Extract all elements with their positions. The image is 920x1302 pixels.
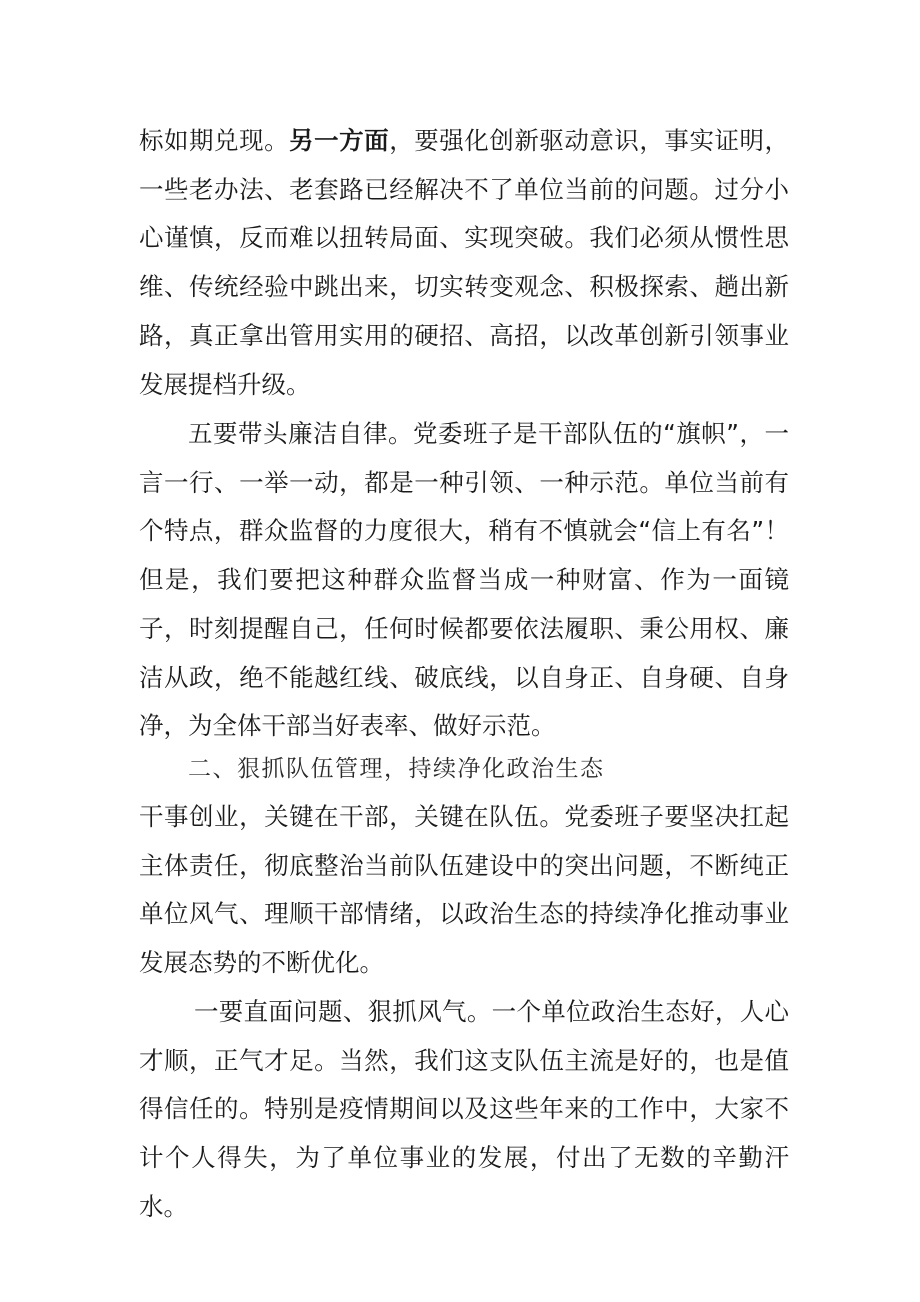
bold-phrase: 另一方面 (289, 126, 390, 155)
paragraph-team-management: 干事创业，关键在干部，关键在队伍。党委班子要坚决扛起主体责任，彻底整治当前队伍建设中的突出问题，不断纯正单位风气、理顺干部情绪，以政治生态的持续净化推动事业发展态势的不断优化。 (139, 802, 789, 978)
section-heading: 二、狠抓队伍管理，持续净化政治生态 (188, 756, 605, 782)
paragraph-continuation (139, 117, 789, 409)
paragraph-integrity: 五要带头廉洁自律。党委班子是干部队伍的“旗帜”，一言一行、一举一动，都是一种引领、一种示范。单位当前有个特点，群众监督的力度很大，稍有不慎就会“信上有名”！但是，我们要把这种群众监督当成一种财富、作为一面镜子，时刻提醒自己，任何时候都要依法履职、秉公用权、廉洁从政，绝不能越红线、破底线，以自身正、自身硬、自身净，为全体干部当好表率、做好示范。 (139, 419, 789, 741)
paragraph-text: 标如期兑现。 (139, 126, 290, 155)
paragraph-style-problems: 一要直面问题、狠抓风气。一个单位政治生态好，人心才顺，正气才足。当然，我们这支队伍主流是好的，也是值得信任的。特别是疫情期间以及这些年来的工作中，大家不计个人得失，为了单位事业的发展，付出了无数的辛勤汗水。 (139, 997, 789, 1221)
paragraph-text: ，要强化创新驱动意识，事实证明，一些老办法、老套路已经解决不了单位当前的问题。过分小心谨慎，反而难以扭转局面、实现突破。我们必须从惯性思维、传统经验中跳出来，切实转变观念、积极探索、趟出新路，真正拿出管用实用的硬招、高招，以改革创新引领事业发展提档升级。 (139, 126, 790, 399)
